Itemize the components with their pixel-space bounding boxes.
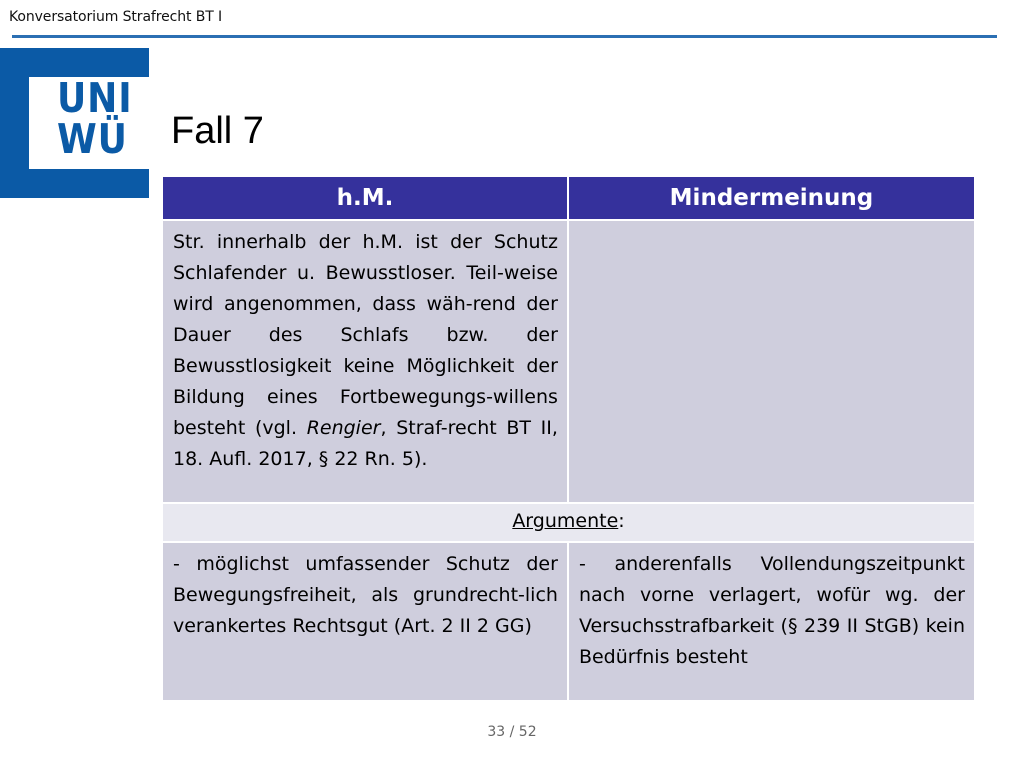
table-header-row <box>163 177 974 219</box>
minority-opinion-cell <box>569 221 974 502</box>
slide-title: Fall 7 <box>171 110 264 152</box>
header-minority-opinion: Mindermeinung <box>569 177 974 219</box>
majority-opinion-cell <box>163 221 567 502</box>
minority-argument-cell: - anderenfalls Vollendungszeitpunkt nach vorne verlagert, wofür wg. der Versuchsstrafbarkeit (§ 239 II StGB) kein Bedürfnis besteht <box>569 543 974 700</box>
header-majority-opinion: h.M. <box>163 177 567 219</box>
comparison-table <box>161 175 976 702</box>
author-citation: Rengier <box>306 417 381 439</box>
page-number: 33 / 52 <box>487 724 537 740</box>
logo-text-line1: UNI <box>57 74 133 122</box>
arguments-colon: : <box>618 510 625 532</box>
table-row <box>163 543 974 700</box>
majority-argument-cell: - möglichst umfassender Schutz der Bewegungsfreiheit, als grundrecht-lich verankertes Rechtsgut (Art. 2 II 2 GG) <box>163 543 567 700</box>
logo-text <box>57 74 133 163</box>
course-title: Konversatorium Strafrecht BT I <box>9 9 223 25</box>
arguments-cell <box>163 504 974 541</box>
majority-text-tail: , Straf-recht BT II, 18. Aufl. 2017, § 22 Rn. 5). <box>173 417 558 470</box>
table-row <box>163 221 974 502</box>
logo-text-line2: WÜ <box>57 115 128 163</box>
arguments-label: Argumente <box>512 510 619 532</box>
majority-text: Str. innerhalb der h.M. ist der Schutz Schlafender u. Bewusstloser. Teil-weise wird angenommen, dass wäh-rend der Dauer des Schlafs bzw. der Bewusstlosigkeit keine Möglichkeit der Bildung eines Fortbewegungs-willens besteht (vgl. <box>173 231 558 439</box>
university-logo <box>0 48 149 198</box>
header-divider <box>12 35 997 38</box>
arguments-row <box>163 504 974 541</box>
